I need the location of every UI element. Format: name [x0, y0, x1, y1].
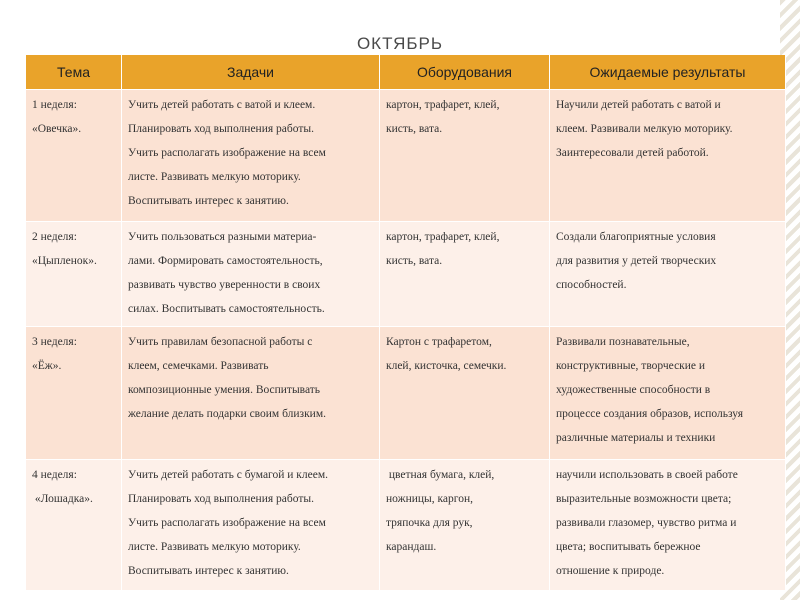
- cell-line: Учить пользоваться разными материа-: [128, 231, 317, 243]
- cell-line: научили использовать в своей работе: [556, 469, 738, 481]
- cell-line: картон, трафарет, клей,: [386, 231, 500, 243]
- cell-line: Учить располагать изображение на всем: [128, 147, 326, 159]
- cell-equipment: [380, 460, 550, 591]
- cell-line: клеем. Развивали мелкую моторику.: [556, 123, 733, 135]
- cell-line: художественные способности в: [556, 384, 711, 396]
- cell-line: процессе создания образов, используя: [556, 408, 744, 420]
- cell-line: желание делать подарки своим близким.: [128, 408, 326, 420]
- cell-line: «Ёж».: [32, 360, 62, 372]
- cell-line: Создали благоприятные условия: [556, 231, 716, 243]
- cell-line: кисть, вата.: [386, 123, 443, 135]
- header-row: [26, 55, 786, 90]
- cell-tasks: [122, 327, 380, 460]
- cell-line: способностей.: [556, 279, 627, 291]
- cell-line: цветная бумага, клей,: [386, 469, 495, 481]
- cell-line: Планировать ход выполнения работы.: [128, 493, 314, 505]
- cell-results: [550, 90, 786, 222]
- cell-line: ножницы, каргон,: [386, 493, 473, 505]
- cell-tasks: [122, 222, 380, 327]
- cell-topic: [26, 222, 122, 327]
- cell-line: листе. Развивать мелкую моторику.: [128, 171, 301, 183]
- table-row: [26, 90, 786, 222]
- schedule-table: [26, 55, 786, 591]
- cell-line: Учить располагать изображение на всем: [128, 517, 326, 529]
- cell-line: развивали глазомер, чувство ритма и: [556, 517, 737, 529]
- header-equipment: Оборудования: [380, 55, 550, 90]
- cell-line: карандаш.: [386, 541, 437, 553]
- table-row: [26, 327, 786, 460]
- cell-line: цвета; воспитывать бережное: [556, 541, 701, 553]
- table-row: [26, 460, 786, 591]
- header-results: Ожидаемые результаты: [550, 55, 786, 90]
- cell-results: [550, 460, 786, 591]
- cell-topic: [26, 327, 122, 460]
- cell-line: 4 неделя:: [32, 469, 77, 481]
- cell-line: выразительные возможности цвета;: [556, 493, 732, 505]
- cell-line: отношение к природе.: [556, 565, 665, 577]
- cell-line: «Лошадка».: [32, 493, 93, 505]
- cell-line: Заинтересовали детей работой.: [556, 147, 709, 159]
- table-row: [26, 222, 786, 327]
- cell-line: Учить детей работать с ватой и клеем.: [128, 99, 316, 111]
- cell-line: различные материалы и техники: [556, 432, 716, 444]
- cell-topic: [26, 90, 122, 222]
- cell-line: тряпочка для рук,: [386, 517, 473, 529]
- header-tasks: Задачи: [122, 55, 380, 90]
- cell-results: [550, 222, 786, 327]
- cell-line: Воспитывать интерес к занятию.: [128, 195, 289, 207]
- cell-tasks: [122, 90, 380, 222]
- cell-line: Развивали познавательные,: [556, 336, 690, 348]
- cell-line: для развития у детей творческих: [556, 255, 717, 267]
- cell-line: Учить правилам безопасной работы с: [128, 336, 313, 348]
- cell-line: Учить детей работать с бумагой и клеем.: [128, 469, 328, 481]
- cell-line: 2 неделя:: [32, 231, 77, 243]
- cell-line: клей, кисточка, семечки.: [386, 360, 507, 372]
- cell-line: силах. Воспитывать самостоятельность.: [128, 303, 325, 315]
- cell-line: конструктивные, творческие и: [556, 360, 706, 372]
- cell-line: развивать чувство уверенности в своих: [128, 279, 321, 291]
- cell-line: «Овечка».: [32, 123, 82, 135]
- cell-equipment: [380, 90, 550, 222]
- cell-tasks: [122, 460, 380, 591]
- cell-line: композиционные умения. Воспитывать: [128, 384, 321, 396]
- cell-line: кисть, вата.: [386, 255, 443, 267]
- cell-topic: [26, 460, 122, 591]
- cell-results: [550, 327, 786, 460]
- cell-line: Планировать ход выполнения работы.: [128, 123, 314, 135]
- cell-line: «Цыпленок».: [32, 255, 97, 267]
- header-topic: Тема: [26, 55, 122, 90]
- cell-line: лами. Формировать самостоятельность,: [128, 255, 323, 267]
- page-title: ОКТЯБРЬ: [356, 34, 444, 53]
- cell-line: 1 неделя:: [32, 99, 77, 111]
- cell-line: клеем, семечками. Развивать: [128, 360, 269, 372]
- cell-line: Научили детей работать с ватой и: [556, 99, 721, 111]
- cell-line: картон, трафарет, клей,: [386, 99, 500, 111]
- cell-line: Воспитывать интерес к занятию.: [128, 565, 289, 577]
- cell-equipment: [380, 327, 550, 460]
- cell-line: Картон с трафаретом,: [386, 336, 492, 348]
- cell-line: листе. Развивать мелкую моторику.: [128, 541, 301, 553]
- cell-line: 3 неделя:: [32, 336, 77, 348]
- cell-equipment: [380, 222, 550, 327]
